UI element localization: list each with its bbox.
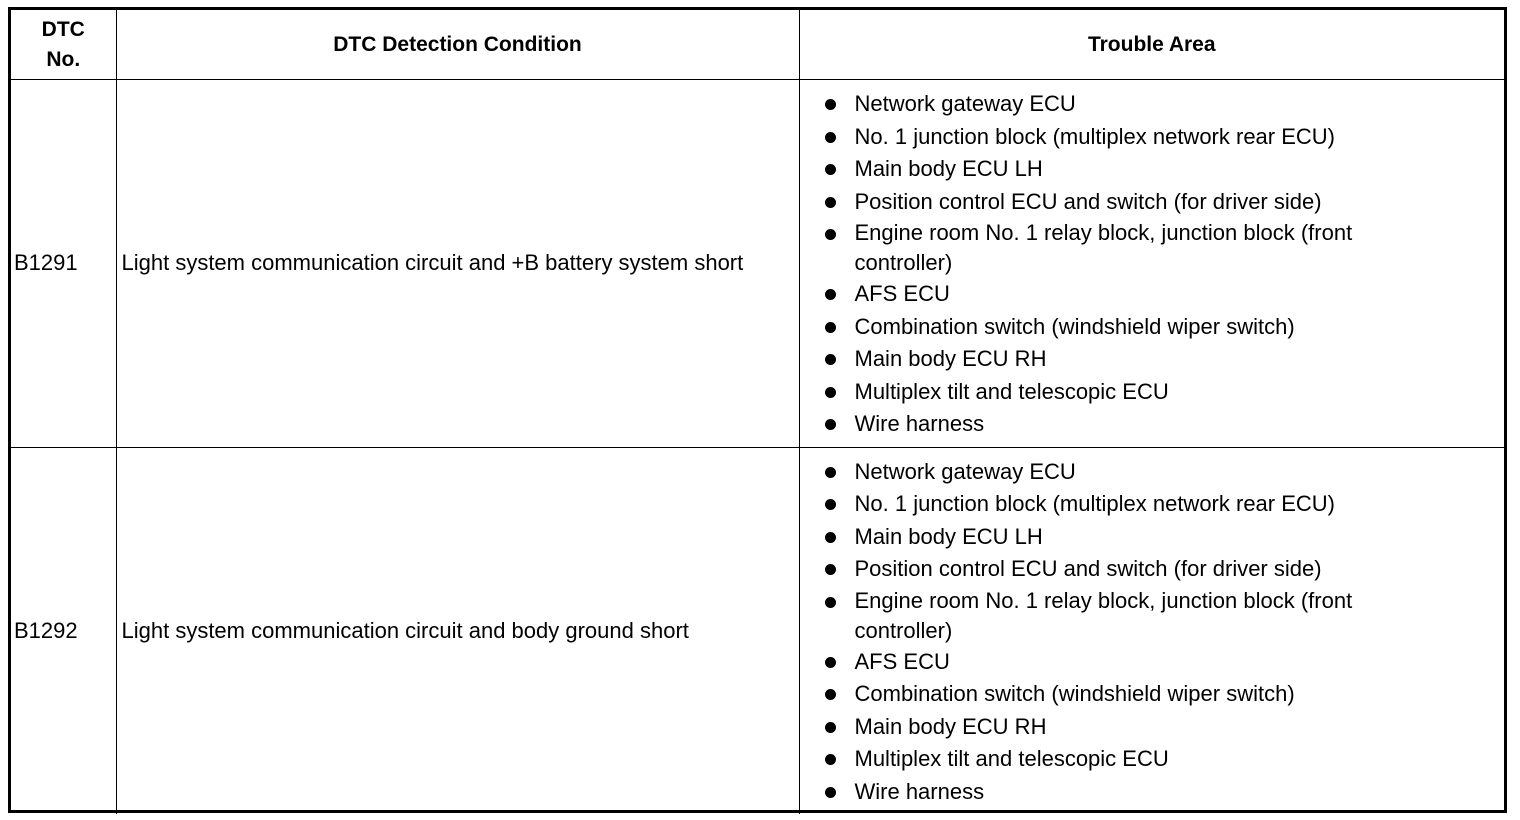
- bullet-icon: [825, 689, 836, 700]
- header-dtc-no-line2: No.: [46, 47, 81, 71]
- bullet-icon: [825, 289, 836, 300]
- trouble-area-text: No. 1 junction block (multiplex network rear ECU): [854, 123, 1336, 149]
- bullet-icon: [825, 499, 836, 510]
- trouble-area-text: Multiplex tilt and telescopic ECU: [854, 378, 1169, 404]
- trouble-area-text: AFS ECU: [854, 281, 950, 306]
- list-item: [800, 408, 1505, 441]
- bullet-icon: [825, 564, 836, 575]
- trouble-area-text: Wire harness: [854, 411, 985, 436]
- trouble-area-text: Position control ECU and switch (for driver side): [854, 188, 1322, 214]
- trouble-area-text: No. 1 junction block (multiplex network rear ECU): [854, 491, 1336, 516]
- trouble-area-text: Combination switch (windshield wiper switch): [854, 313, 1295, 339]
- trouble-area-text: Engine room No. 1 relay block, junction block (front controller): [854, 587, 1353, 643]
- list-item: [800, 376, 1505, 409]
- trouble-area-text: Main body ECU RH: [854, 713, 1047, 739]
- list-item: [800, 678, 1505, 711]
- detection-condition: Light system communication circuit and +B battery system short: [116, 80, 799, 448]
- list-item: [800, 776, 1505, 809]
- list-item: [800, 743, 1505, 776]
- trouble-area-text: Network gateway ECU: [854, 91, 1076, 116]
- bullet-icon: [825, 597, 836, 608]
- trouble-area-text: Wire harness: [854, 778, 985, 804]
- list-item: [800, 711, 1505, 744]
- bullet-icon: [825, 229, 836, 240]
- bullet-icon: [825, 354, 836, 365]
- list-item: [800, 586, 1505, 646]
- trouble-area-text: Engine room No. 1 relay block, junction block (front controller): [854, 220, 1353, 275]
- table-header-row: [11, 10, 1504, 80]
- list-item: [800, 343, 1505, 376]
- bullet-icon: [825, 99, 836, 110]
- list-item: [800, 646, 1505, 679]
- bullet-icon: [825, 132, 836, 143]
- table-row: [11, 80, 1504, 448]
- bullet-icon: [825, 322, 836, 333]
- dtc-table: [11, 10, 1504, 814]
- trouble-area-text: Multiplex tilt and telescopic ECU: [854, 746, 1169, 771]
- bullet-icon: [825, 467, 836, 478]
- table-row: [11, 447, 1504, 814]
- list-item: [800, 186, 1505, 219]
- list-item: [800, 456, 1505, 489]
- bullet-icon: [825, 387, 836, 398]
- trouble-area-list: [800, 456, 1505, 809]
- list-item: [800, 153, 1505, 186]
- bullet-icon: [825, 787, 836, 798]
- trouble-area-cell: [799, 80, 1504, 448]
- bullet-icon: [825, 532, 836, 543]
- dtc-code: B1291: [11, 80, 116, 448]
- list-item: [800, 311, 1505, 344]
- bullet-icon: [825, 419, 836, 430]
- header-dtc-no-line1: DTC: [41, 17, 85, 41]
- list-item: [800, 488, 1505, 521]
- bullet-icon: [825, 754, 836, 765]
- list-item: [800, 218, 1505, 278]
- header-trouble-area: Trouble Area: [799, 10, 1504, 80]
- list-item: [800, 521, 1505, 554]
- header-dtc-no: [11, 10, 116, 80]
- trouble-area-text: Network gateway ECU: [854, 458, 1076, 484]
- list-item: [800, 121, 1505, 154]
- bullet-icon: [825, 722, 836, 733]
- trouble-area-text: Position control ECU and switch (for driver side): [854, 556, 1322, 581]
- header-condition: DTC Detection Condition: [116, 10, 799, 80]
- trouble-area-list: [800, 88, 1505, 441]
- bullet-icon: [825, 657, 836, 668]
- dtc-table-frame: [8, 7, 1507, 813]
- list-item: [800, 553, 1505, 586]
- list-item: [800, 278, 1505, 311]
- bullet-icon: [825, 164, 836, 175]
- dtc-code: B1292: [11, 447, 116, 814]
- trouble-area-text: Main body ECU RH: [854, 346, 1047, 371]
- bullet-icon: [825, 197, 836, 208]
- trouble-area-text: Main body ECU LH: [854, 156, 1043, 181]
- trouble-area-text: Combination switch (windshield wiper switch): [854, 681, 1295, 706]
- list-item: [800, 88, 1505, 121]
- trouble-area-cell: [799, 447, 1504, 814]
- trouble-area-text: Main body ECU LH: [854, 523, 1043, 549]
- detection-condition: Light system communication circuit and body ground short: [116, 447, 799, 814]
- trouble-area-text: AFS ECU: [854, 648, 950, 674]
